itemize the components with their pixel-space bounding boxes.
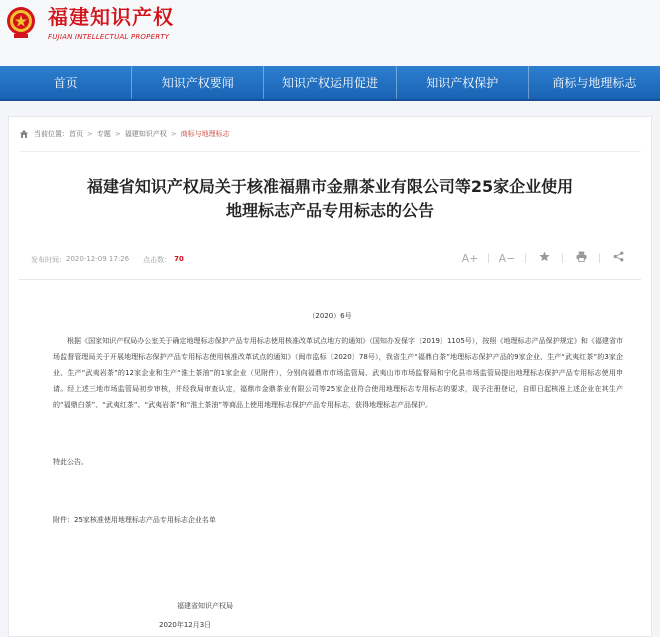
article-tools [455, 251, 633, 265]
breadcrumb-topic[interactable]: 专题 [96, 130, 111, 138]
divider [599, 253, 600, 263]
article-card [8, 116, 652, 637]
breadcrumb-label: 当前位置： [34, 130, 69, 138]
document-number: （2020）6号 [308, 312, 352, 320]
divider [525, 253, 526, 263]
article-body: 根据《国家知识产权局办公室关于确定地理标志保护产品专用标志使用核准改革试点地方的通知》（国知办发保字〔2019〕1105号），按照《地理标志产品保护规定》和《福建省市场监督管理局关于开展地理标志保护产品专用标志使用核准改革试点的通知》（闽市监标〔2020〕78号），我省生产“福鼎白茶”地理标志保护产品的9家企业、生产“武夷红茶”的3家企业、生产“武夷岩茶”的12家企业和生产“淮土茶油”的1家企业（见附件），分别向福鼎市市场监管局、武夷山市市场监督局和宁化县市场监管局提出地理标志保护产品专用标志使用申请。经上述三地市场监管局初步审核，并经我局审查认定，福鼎市金鼎茶业有限公司等25家企业符合使用地理标志专用标志的要求，现予注册登记，自即日起核准上述企业在其生产的“福鼎白茶”、“武夷红茶”、“武夷岩茶”和“淮土茶油”等商品上使用地理标志保护产品专用标志，获得地理标志产品保护。 [53, 337, 623, 409]
article-meta [31, 255, 184, 265]
favorite-star-icon[interactable] [529, 251, 559, 265]
hits-label: 点击数： [143, 256, 172, 264]
breadcrumb-separator: > [114, 130, 121, 138]
nav-item-news[interactable]: 知识产权要闻 [132, 66, 264, 99]
article-closing: 特此公告。 [53, 458, 88, 466]
nav-item-trademark[interactable]: 商标与地理标志 [552, 76, 637, 90]
breadcrumb-separator: > [87, 130, 93, 138]
breadcrumb-fujian-ip[interactable]: 福建知识产权 [124, 130, 167, 138]
published-label: 发布时间： [31, 256, 66, 264]
font-increase-button[interactable]: A+ [461, 251, 479, 265]
national-emblem-icon [6, 5, 36, 39]
signature-org: 福建省知识产权局 [177, 602, 233, 610]
published-value: 2020-12-09 17:26 [66, 255, 130, 263]
article-title [29, 175, 631, 223]
logo-subtitle: FUJIAN INTELLECTUAL PROPERTY [48, 33, 170, 41]
main-nav [0, 66, 660, 101]
hits-value: 70 [174, 255, 184, 263]
share-icon[interactable] [603, 251, 633, 265]
nav-item-promotion[interactable]: 知识产权运用促进 [264, 66, 396, 99]
logo-title[interactable]: 福建知识产权 [48, 5, 174, 29]
print-icon[interactable] [566, 251, 596, 265]
nav-item-home[interactable]: 首页 [0, 66, 132, 99]
article-title-line2: 地理标志产品专用标志的公告 [225, 201, 434, 220]
nav-item-protection[interactable]: 知识产权保护 [397, 66, 529, 99]
breadcrumb-home[interactable]: 首页 [69, 130, 83, 138]
breadcrumb-current[interactable]: 商标与地理标志 [180, 130, 230, 138]
site-header [0, 0, 660, 66]
divider [19, 151, 641, 152]
divider [19, 279, 641, 280]
attachment-link[interactable]: 附件：25家核准使用地理标志产品专用标志企业名单 [53, 516, 216, 524]
home-icon [19, 129, 29, 139]
divider [562, 253, 563, 263]
breadcrumb-separator: > [170, 130, 177, 138]
font-decrease-button[interactable]: A− [498, 251, 516, 265]
breadcrumb [19, 129, 230, 139]
article-title-line1: 福建省知识产权局关于核准福鼎市金鼎茶业有限公司等25家企业使用 [86, 177, 574, 196]
divider [488, 253, 489, 263]
signature-date: 2020年12月3日 [159, 621, 212, 629]
